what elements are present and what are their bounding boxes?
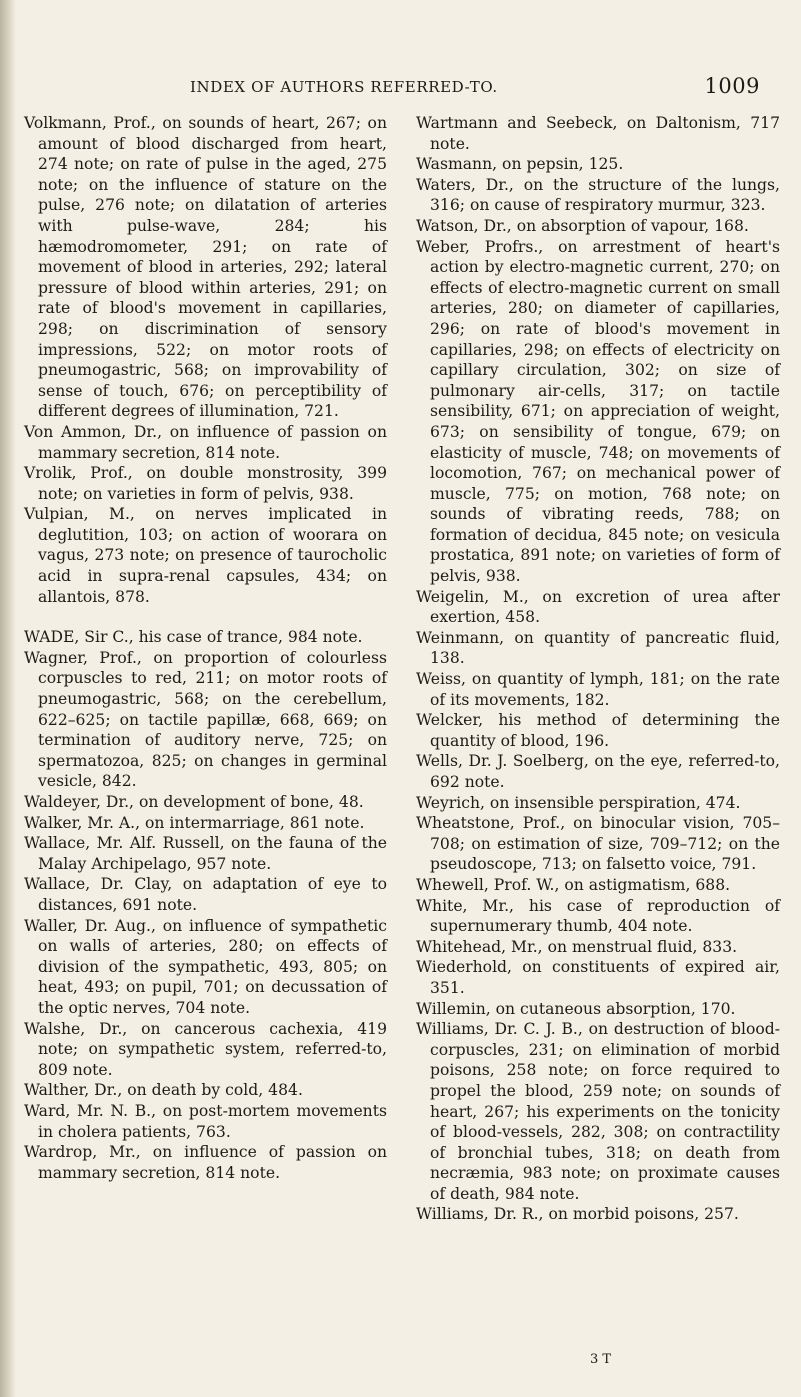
index-entry: Wardrop, Mr., on influence of passion on mammary secretion, 814 note. xyxy=(24,1143,387,1182)
page-header xyxy=(60,74,760,98)
index-entry: Wasmann, on pepsin, 125. xyxy=(416,155,624,174)
index-entry: Volkmann, Prof., on sounds of heart, 267; on amount of blood discharged from heart, 274 note; on rate of pulse in the aged, 275 note; on the influence of stature on the pulse, 276 note; on dilatation of arteries with pulse-wave, 284; his hæmodromometer, 291; on rate of movement of blood in arteries, 292; lateral pressure of blood within arteries, 291; on rate of blood's movement in capillaries, 298; on discrimination of sensory impressions, 522; on motor roots of pneumogastric, 568; on improvability of sense of touch, 676; on perceptibility of different degrees of illumination, 721. xyxy=(24,114,387,421)
index-entry: Williams, Dr. C. J. B., on destruction of blood-corpuscles, 231; on elimination of morbid poisons, 258 note; on force required to propel the blood, 259 note; on sounds of heart, 267; his experiments on the tonicity of blood-vessels, 282, 308; on contractility of bronchial tubes, 318; on death from necræmia, 983 note; on proximate causes of death, 984 note. xyxy=(416,1020,780,1203)
index-entry: Vrolik, Prof., on double monstrosity, 399 note; on varieties in form of pelvis, 938. xyxy=(24,464,387,503)
index-entry: Weyrich, on insensible perspiration, 474. xyxy=(416,793,741,812)
index-entry: Walshe, Dr., on cancerous cachexia, 419 note; on sympathetic system, referred-to, 809 note. xyxy=(24,1019,387,1079)
index-entry: Waters, Dr., on the structure of the lungs, 316; on cause of respiratory murmur, 323. xyxy=(416,175,780,215)
index-entry: Weber, Profrs., on arrestment of heart's action by electro-magnetic current, 270; on effects of electro-magnetic current on small arteries, 280; on diameter of capillaries, 296; on rate of blood's movement in capillaries, 298; on effects of electricity on capillary circulation, 302; on size of pulmonary air-cells, 317; on tactile sensibility, 671; on appreciation of weight, 673; on sensibility of tongue, 679; on elasticity of muscle, 748; on movements of locomotion, 767; on mechanical power of muscle, 775; on motion, 768 note; on sounds of vibrating reeds, 788; on formation of decidua, 845 note; on vesicula prostatica, 891 note; on varieties of form of pelvis, 938. xyxy=(416,237,780,586)
index-entry: Wiederhold, on constituents of expired air, 351. xyxy=(416,958,780,997)
index-entry: Watson, Dr., on absorption of vapour, 168. xyxy=(416,216,749,235)
index-entry: Whewell, Prof. W., on astigmatism, 688. xyxy=(416,875,731,894)
index-entry: Whitehead, Mr., on menstrual fluid, 833. xyxy=(416,937,738,956)
index-entry: Von Ammon, Dr., on influence of passion on mammary secretion, 814 note. xyxy=(24,422,387,462)
index-entry: Wheatstone, Prof., on binocular vision, 705–708; on estimation of size, 709–712; on the pseudoscope, 713; on falsetto voice, 791. xyxy=(416,814,780,874)
index-entry: Welcker, his method of determining the quantity of blood, 196. xyxy=(416,711,780,750)
index-entry: Waldeyer, Dr., on development of bone, 48. xyxy=(24,793,364,811)
index-entry: Willemin, on cutaneous absorption, 170. xyxy=(416,999,736,1018)
index-entry: Ward, Mr. N. B., on post-mortem movements in cholera patients, 763. xyxy=(24,1101,387,1141)
index-entry: Walker, Mr. A., on intermarriage, 861 note. xyxy=(24,813,365,832)
index-entry: Walther, Dr., on death by cold, 484. xyxy=(24,1081,303,1100)
index-entry: Vulpian, M., on nerves implicated in deglutition, 103; on action of woorara on vagus, 273 note; on presence of taurocholic acid in supra-renal capsules, 434; on allantois, 878. xyxy=(24,505,387,606)
right-column xyxy=(416,113,780,1225)
page-number: 1009 xyxy=(704,74,760,98)
index-entry-section-start: WADE, Sir C., his case of trance, 984 note. xyxy=(24,628,363,647)
index-entry: Wagner, Prof., on proportion of colourless corpuscles to red, 211; on motor roots of pneumogastric, 568; on the cerebellum, 622–625; on tactile papillæ, 668, 669; on termination of auditory nerve, 725; on spermatozoa, 825; on changes in germinal vesicle, 842. xyxy=(24,648,387,791)
index-entry: Wallace, Dr. Clay, on adaptation of eye to distances, 691 note. xyxy=(24,875,387,914)
index-entry: Waller, Dr. Aug., on influence of sympathetic on walls of arteries, 280; on effects of division of the sympathetic, 493, 805; on heat, 493; on pupil, 701; on decussation of the optic nerves, 704 note. xyxy=(24,916,387,1017)
index-entry: Weinmann, on quantity of pancreatic fluid, 138. xyxy=(416,628,780,668)
index-entry: Wallace, Mr. Alf. Russell, on the fauna of the Malay Archipelago, 957 note. xyxy=(24,834,387,873)
running-title: INDEX OF AUTHORS REFERRED-TO. xyxy=(190,78,498,96)
index-entry: Weiss, on quantity of lymph, 181; on the rate of its movements, 182. xyxy=(416,670,780,709)
index-entry: Wells, Dr. J. Soelberg, on the eye, referred-to, 692 note. xyxy=(416,752,780,791)
index-entry: White, Mr., his case of reproduction of supernumerary thumb, 404 note. xyxy=(416,896,780,936)
left-column xyxy=(24,113,387,1183)
index-entry: Wartmann and Seebeck, on Daltonism, 717 note. xyxy=(416,114,780,153)
index-entry: Weigelin, M., on excretion of urea after exertion, 458. xyxy=(416,587,780,627)
signature-mark: 3 T xyxy=(590,1352,612,1367)
index-entry: Williams, Dr. R., on morbid poisons, 257. xyxy=(416,1205,739,1224)
book-gutter-shadow xyxy=(0,0,16,1397)
